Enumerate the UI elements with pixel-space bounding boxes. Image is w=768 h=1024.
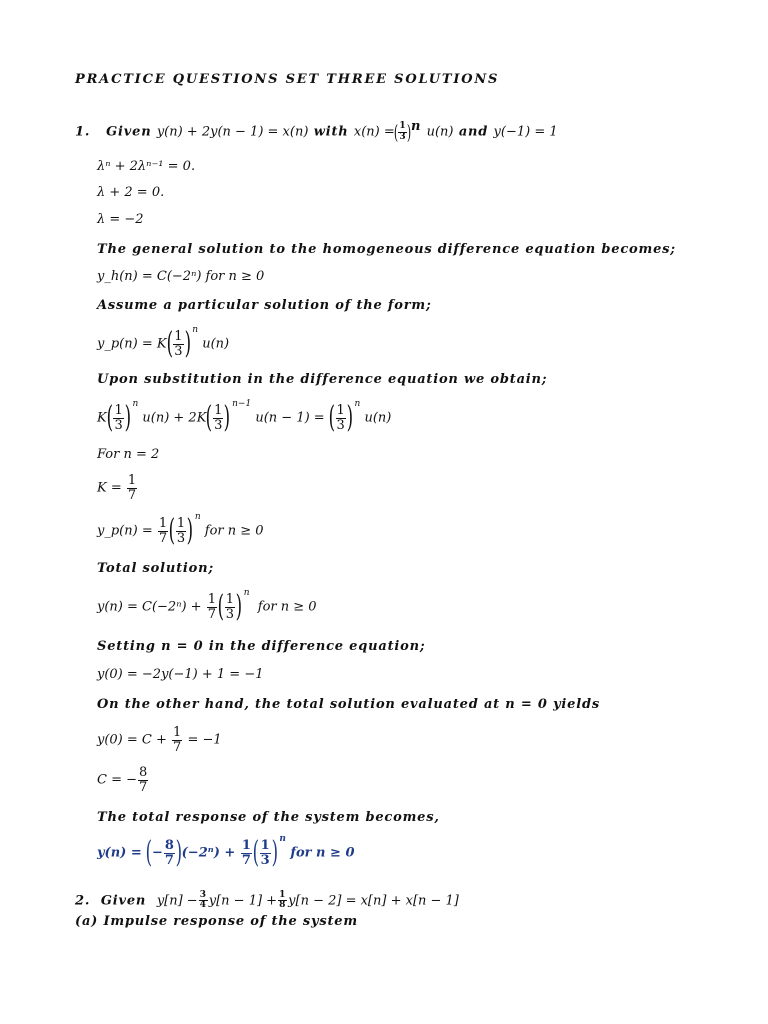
characteristic-eq-1: λⁿ + 2λⁿ⁻¹ = 0. [97, 159, 196, 174]
characteristic-eq-2: λ + 2 = 0. [97, 185, 165, 200]
given-word: Given [106, 124, 152, 140]
c-value: C = − $\frac{8}{7}$ [97, 765, 148, 795]
text-substitution: Upon substitution in the difference equation we obtain; [97, 372, 548, 387]
question-1-statement: 1. Given y(n) + 2y(n − 1) = x(n) with x(n) =( $\frac{1}{3}$ )$^n$ u(n) and y(−1) = 1 [75, 119, 558, 144]
characteristic-root: λ = −2 [97, 212, 144, 227]
text-assume-particular: Assume a particular solution of the form; [97, 298, 432, 313]
text-setting-n-zero: Setting n = 0 in the difference equation; [97, 639, 426, 654]
final-answer: y(n) = (− $\frac{8}{7}$ )(−2ⁿ) + $\frac{1}{7}$ ( $\frac{1}{3}$ ) $^n$ for n ≥ 0 [97, 833, 355, 870]
text-total-solution: Total solution; [97, 561, 214, 576]
substitution-equation: K( $\frac{1}{3}$ ) $^n$ u(n) + 2K( $\frac{1}{3}$ ) $^{n-1}$ u(n − 1) = ( $\frac{1}{3}$ ) $^n$ u(n) [97, 398, 392, 435]
fraction-one-third: $\frac{1}{3}$ [399, 121, 407, 142]
document-header: PRACTICE QUESTIONS SET THREE SOLUTIONS [75, 72, 500, 87]
homogeneous-solution: y_h(n) = C(−2ⁿ) for n ≥ 0 [97, 269, 265, 284]
given-equation: y(n) + 2y(n − 1) = x(n) [156, 124, 309, 140]
k-value: K = $\frac{1}{7}$ [97, 473, 137, 503]
particular-solution-form: y_p(n) = K( $\frac{1}{3}$ ) $^n$ u(n) [97, 324, 230, 361]
and-word: and [458, 124, 489, 140]
text-for-n-equals-2: For n = 2 [97, 447, 160, 462]
with-word: with [313, 124, 349, 140]
initial-condition: y(−1) = 1 [493, 124, 558, 140]
x-definition: x(n) = [353, 124, 395, 140]
y0-from-difference-eq: y(0) = −2y(−1) + 1 = −1 [97, 667, 264, 682]
text-general-solution: The general solution to the homogeneous difference equation becomes; [97, 242, 676, 257]
total-solution-equation: y(n) = C(−2ⁿ) + $\frac{1}{7}$ ( $\frac{1}{3}$ ) $^n$ for n ≥ 0 [97, 587, 317, 624]
text-other-hand: On the other hand, the total solution evaluated at n = 0 yields [97, 697, 600, 712]
text-total-response: The total response of the system becomes, [97, 810, 440, 825]
question-2a-heading: (a) Impulse response of the system [75, 914, 358, 929]
y0-from-total-solution: y(0) = C + $\frac{1}{7}$ = −1 [97, 725, 222, 755]
question-number: 1. [75, 124, 91, 140]
particular-solution-final: y_p(n) = $\frac{1}{7}$ ( $\frac{1}{3}$ ) $^n$ for n ≥ 0 [97, 511, 264, 548]
question-2-statement: 2. Given y[n] − $\frac{3}{4}$ y[n − 1] + $\frac{1}{8}$ y[n − 2] = x[n] + x[n − 1] [75, 890, 459, 911]
